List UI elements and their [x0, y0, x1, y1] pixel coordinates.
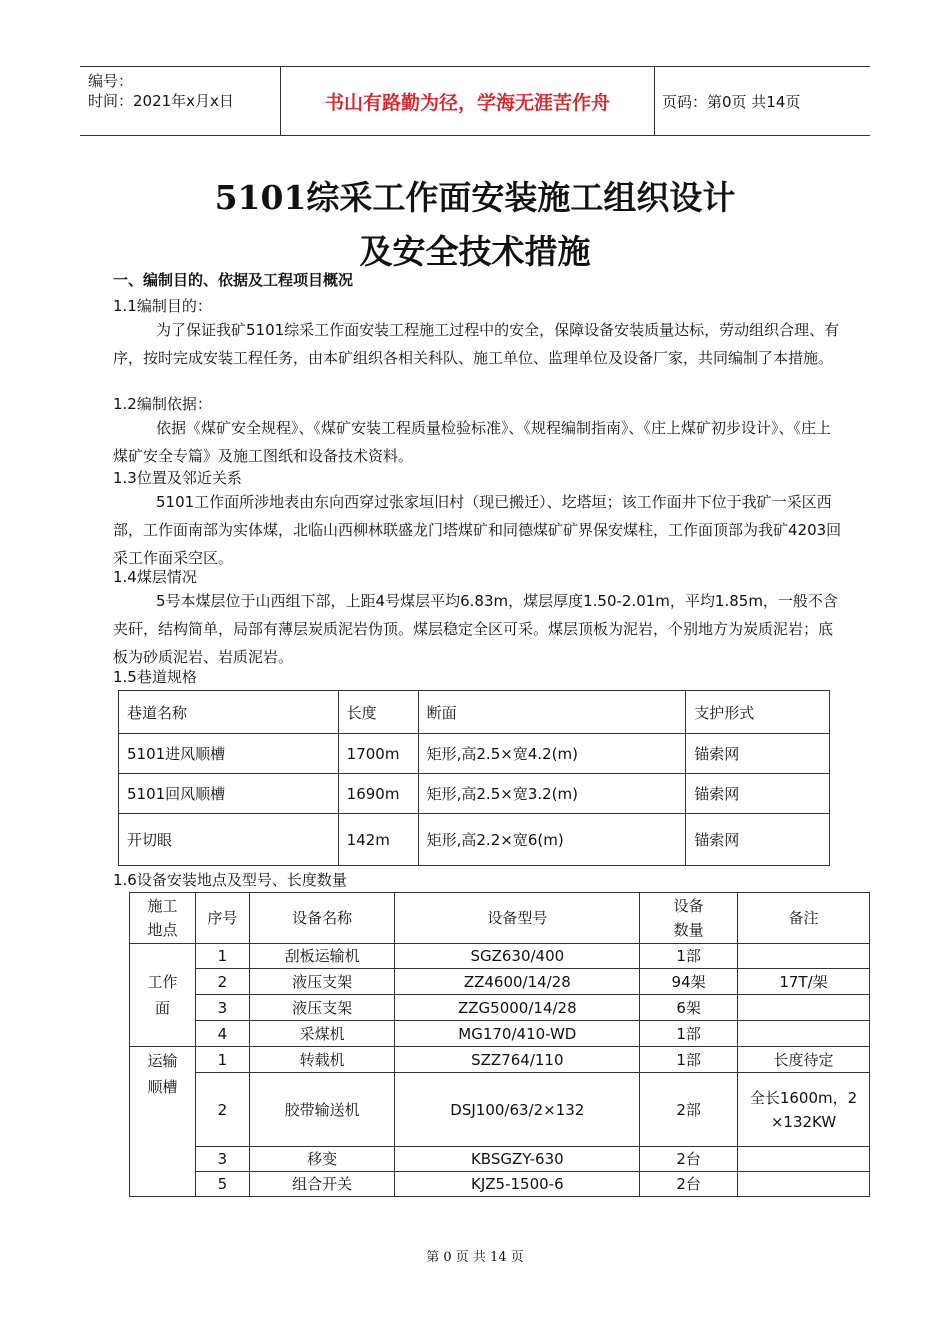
table-cell: 6架 [640, 995, 738, 1021]
s11-paragraph [113, 316, 843, 372]
s14-heading: 1.4煤层情况 [113, 568, 197, 586]
table-row [130, 1021, 870, 1047]
table-cell: 长度待定 [738, 1047, 870, 1073]
s11-heading: 1.1编制目的： [113, 297, 212, 315]
table-cell: 2台 [640, 1147, 738, 1172]
header-motto: 书山有路勤为径，学海无涯苦作舟 [280, 67, 655, 135]
table-cell: 2部 [640, 1073, 738, 1147]
table-cell: ZZ4600/14/28 [395, 969, 640, 995]
table-row [130, 944, 870, 969]
s13-text: 5101工作面所涉地表由东向西穿过张家垣旧村（现已搬迁）、圪塔垣；该工作面井下位于我矿一采区西部，工作面南部为实体煤，北临山西柳林联盛龙门塔煤矿和同德煤矿矿界保安煤柱，工作面顶部为我矿4203回采工作面采空区。 [113, 493, 842, 567]
table-header-cell: 设备数量 [640, 893, 738, 944]
header-time: 时间：2021年x月x日 [88, 92, 234, 110]
s15-heading: 1.5巷道规格 [113, 668, 197, 686]
table-cell: 2台 [640, 1172, 738, 1197]
s12-heading: 1.2编制依据： [113, 395, 212, 413]
table-cell: SZZ764/110 [395, 1047, 640, 1073]
table-row [119, 734, 830, 774]
table-cell: 2 [195, 969, 249, 995]
table-cell: KBSGZY-630 [395, 1147, 640, 1172]
table-cell [738, 1021, 870, 1047]
table-row [130, 1047, 870, 1073]
table-cell: 17T/架 [738, 969, 870, 995]
table-row [130, 1147, 870, 1172]
document-title-line2: 及安全技术措施 [359, 232, 591, 271]
table-header-row [130, 893, 870, 944]
table-cell: KJZ5-1500-6 [395, 1172, 640, 1197]
table-cell: 1700m [338, 734, 418, 774]
table-cell: 1部 [640, 1021, 738, 1047]
table-cell: 液压支架 [249, 969, 395, 995]
table-cell: 移变 [249, 1147, 395, 1172]
table-cell: 5101回风顺槽 [119, 774, 339, 814]
table-cell: 矩形,高2.2×宽6(m) [418, 814, 686, 866]
table-cell: ZZG5000/14/28 [395, 995, 640, 1021]
table-cell: 刮板运输机 [249, 944, 395, 969]
table-header-cell: 备注 [738, 893, 870, 944]
table-row [119, 774, 830, 814]
document-title-line1: 5101综采工作面安装施工组织设计 [214, 178, 736, 217]
table-cell: DSJ100/63/2×132 [395, 1073, 640, 1147]
table-header-cell: 支护形式 [686, 691, 830, 734]
table-cell: 3 [195, 995, 249, 1021]
roadway-table [118, 690, 830, 866]
table-row [119, 814, 830, 866]
table-cell: 全长1600m，2×132KW [738, 1073, 870, 1147]
table-cell: 液压支架 [249, 995, 395, 1021]
table-header-cell: 断面 [418, 691, 686, 734]
table-row [130, 995, 870, 1021]
s13-paragraph [113, 488, 843, 572]
location-cell: 运输顺槽 [130, 1047, 196, 1197]
s13-heading: 1.3位置及邻近关系 [113, 469, 242, 487]
table-cell [738, 944, 870, 969]
header-meta [88, 71, 278, 111]
header-number: 编号： [88, 72, 134, 90]
table-header-cell: 长度 [338, 691, 418, 734]
table-cell: 锚索网 [686, 734, 830, 774]
table-cell: 1部 [640, 1047, 738, 1073]
table-cell: 1690m [338, 774, 418, 814]
table-cell: 1 [195, 1047, 249, 1073]
table-header-row [119, 691, 830, 734]
table-cell [738, 1172, 870, 1197]
s11-text: 为了保证我矿5101综采工作面安装工程施工过程中的安全，保障设备安装质量达标，劳动组织合理、有序，按时完成安装工程任务，由本矿组织各相关科队、施工单位、监理单位及设备厂家，共同编制了本措施。 [113, 321, 840, 367]
table-header-cell: 巷道名称 [119, 691, 339, 734]
table-cell: 锚索网 [686, 814, 830, 866]
table-cell: 142m [338, 814, 418, 866]
table-cell: MG170/410-WD [395, 1021, 640, 1047]
s12-text: 依据《煤矿安全规程》、《煤矿安装工程质量检验标准》、《规程编制指南》、《庄上煤矿初步设计》、《庄上煤矿安全专篇》及施工图纸和设备技术资料。 [113, 419, 832, 465]
table-cell: 锚索网 [686, 774, 830, 814]
table-cell: SGZ630/400 [395, 944, 640, 969]
page-footer: 第 0 页 共 14 页 [426, 1250, 524, 1265]
table-cell: 1部 [640, 944, 738, 969]
table-cell: 5 [195, 1172, 249, 1197]
header-page: 页码：第0页 共14页 [662, 92, 801, 111]
table-cell: 采煤机 [249, 1021, 395, 1047]
table-cell: 矩形,高2.5×宽3.2(m) [418, 774, 686, 814]
s16-heading: 1.6设备安装地点及型号、长度数量 [113, 871, 347, 889]
table-cell [738, 995, 870, 1021]
table-cell: 2 [195, 1073, 249, 1147]
table-cell: 开切眼 [119, 814, 339, 866]
location-cell: 工作面 [130, 944, 196, 1047]
table-header-cell: 施工地点 [130, 893, 196, 944]
s14-paragraph [113, 587, 843, 671]
table-cell: 转载机 [249, 1047, 395, 1073]
s12-paragraph [113, 414, 843, 470]
table-cell: 组合开关 [249, 1172, 395, 1197]
s14-text: 5号本煤层位于山西组下部，上距4号煤层平均6.83m，煤层厚度1.50-2.01m，平均1.85m，一般不含夹矸，结构简单，局部有薄层炭质泥岩伪顶。煤层稳定全区可采。煤层顶板为泥岩，个别地方为炭质泥岩；底板为砂质泥岩、岩质泥岩。 [113, 592, 838, 666]
table-cell: 1 [195, 944, 249, 969]
table-cell: 94架 [640, 969, 738, 995]
table-cell: 5101进风顺槽 [119, 734, 339, 774]
table-header-cell: 设备名称 [249, 893, 395, 944]
table-row [130, 969, 870, 995]
table-cell: 胶带输送机 [249, 1073, 395, 1147]
table-cell [738, 1147, 870, 1172]
table-row [130, 1172, 870, 1197]
section1-heading: 一、编制目的、依据及工程项目概况 [113, 271, 354, 289]
table-header-cell: 序号 [195, 893, 249, 944]
table-cell: 3 [195, 1147, 249, 1172]
table-row [130, 1073, 870, 1147]
document-header [80, 66, 870, 136]
table-cell: 矩形,高2.5×宽4.2(m) [418, 734, 686, 774]
table-cell: 4 [195, 1021, 249, 1047]
table-header-cell: 设备型号 [395, 893, 640, 944]
equipment-table [129, 892, 870, 1197]
